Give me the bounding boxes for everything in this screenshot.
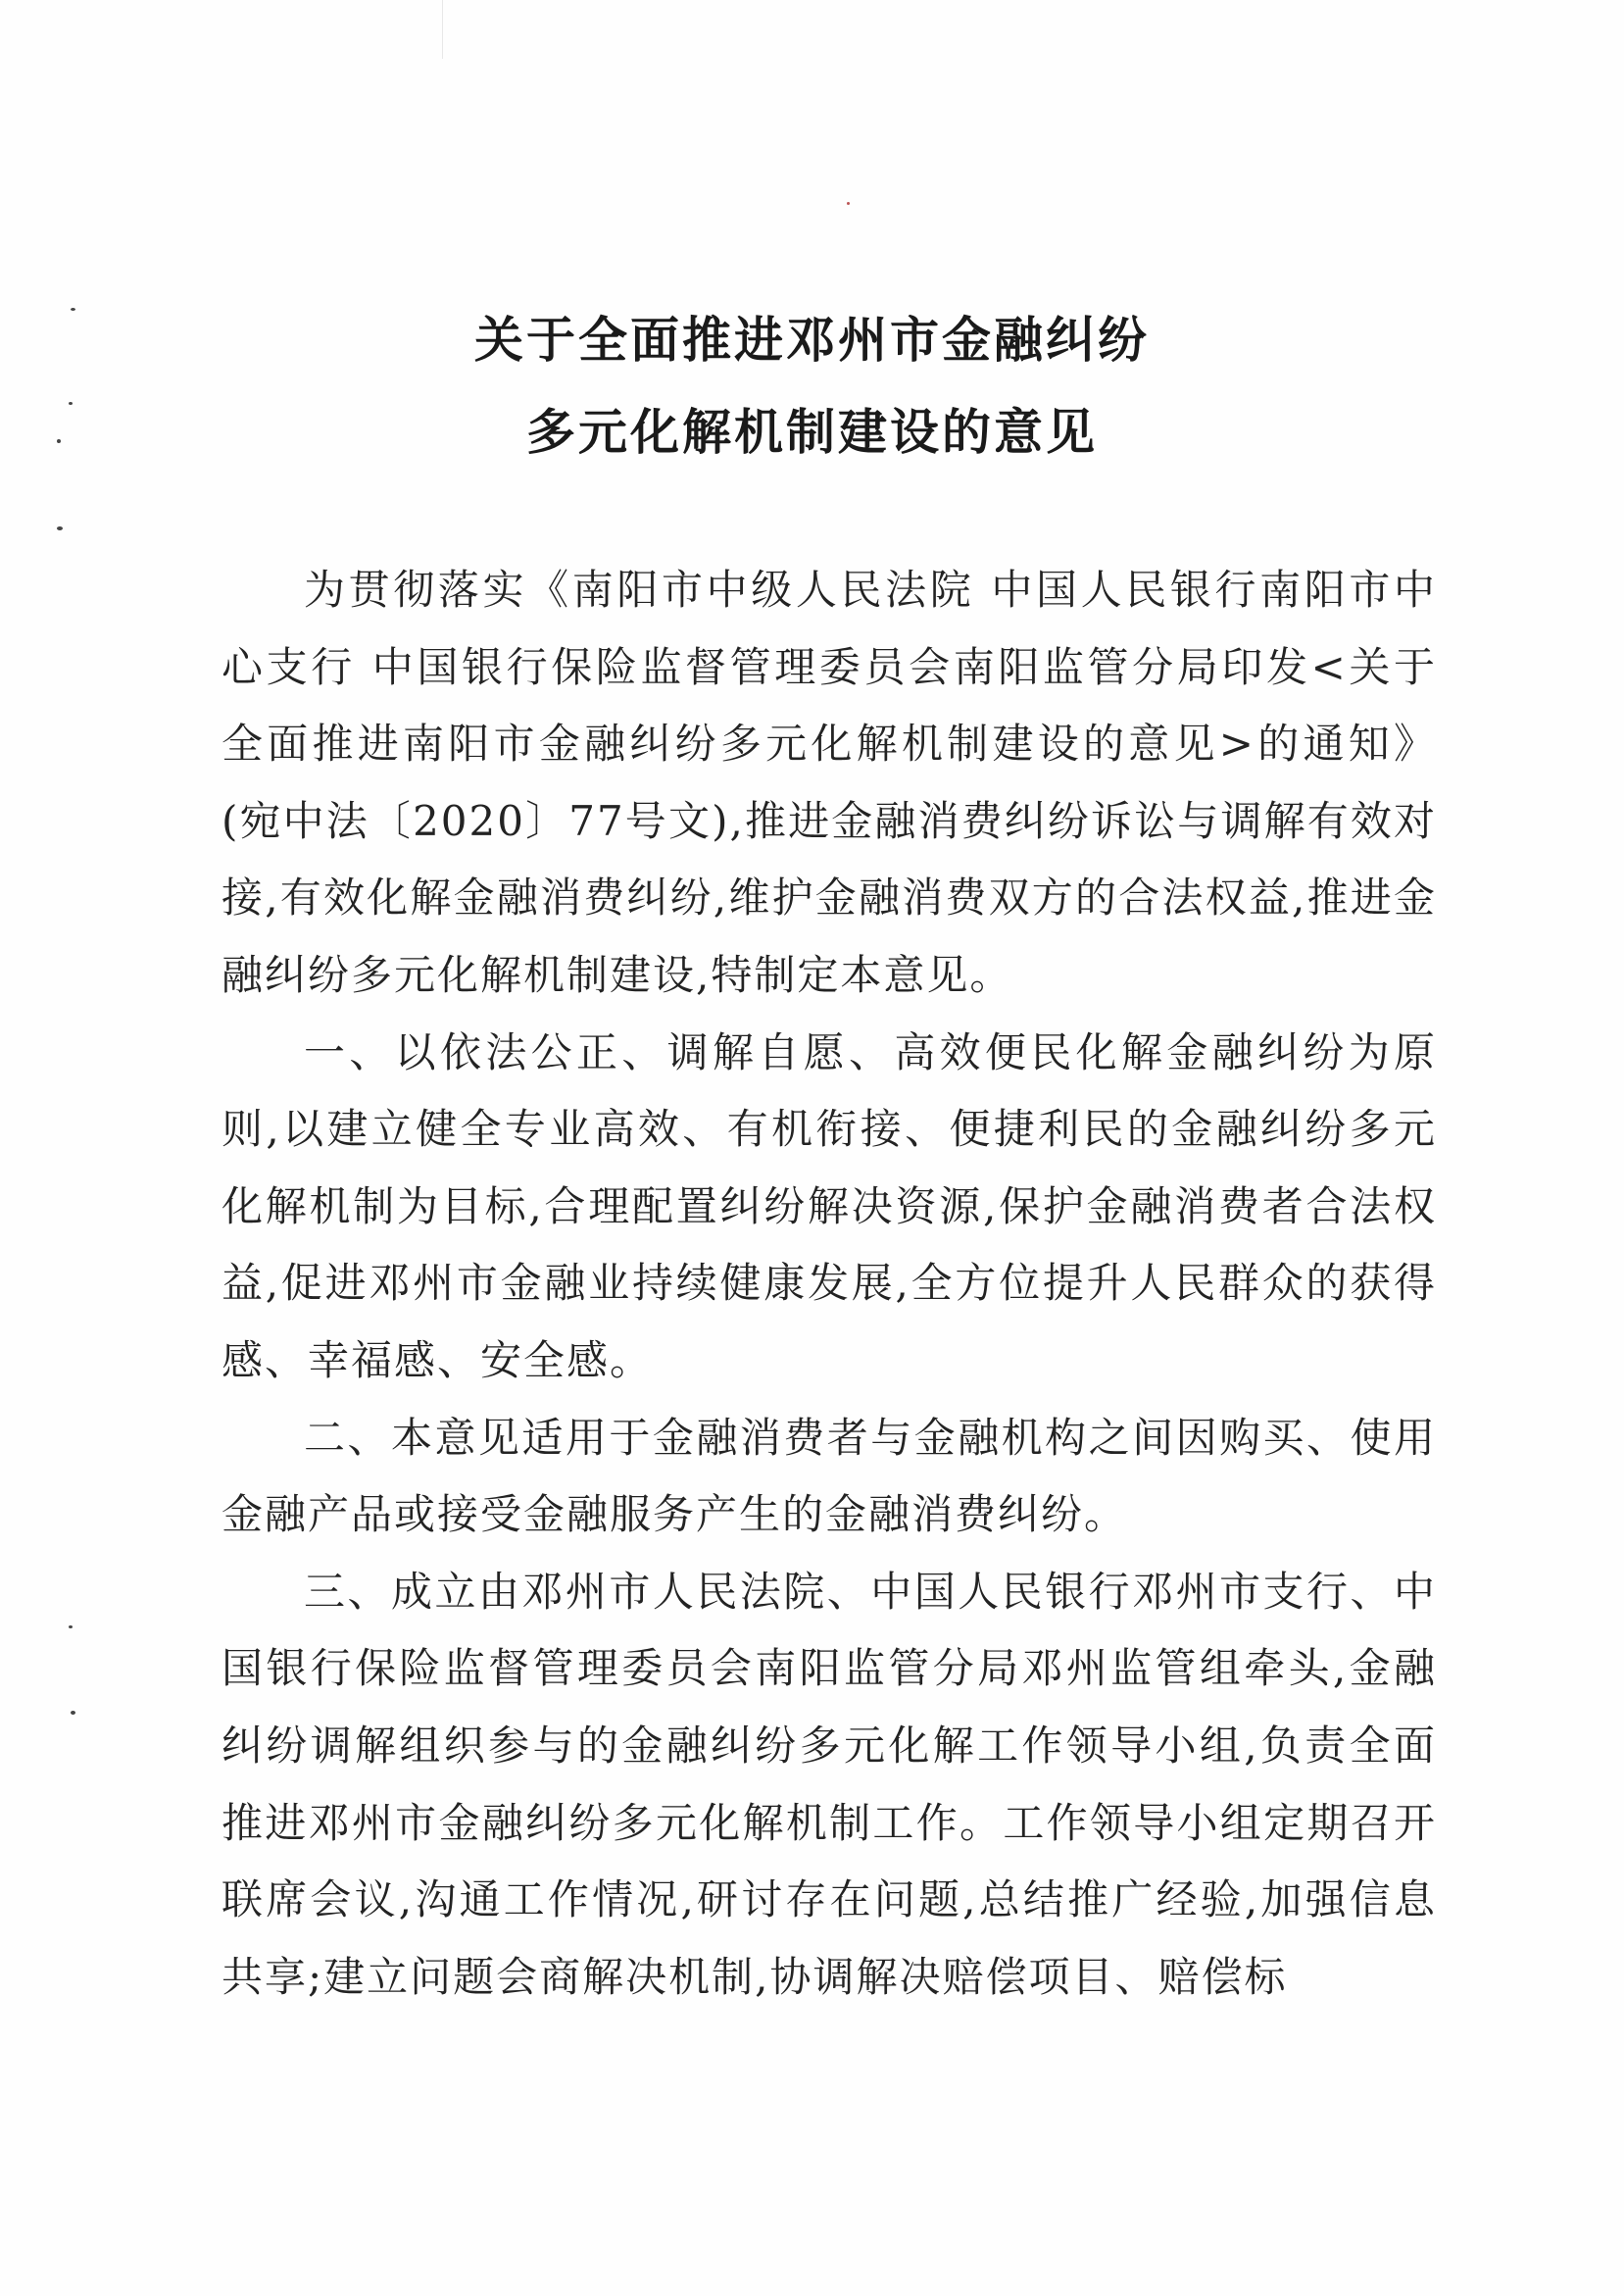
paragraph-preamble: 为贯彻落实《南阳市中级人民法院 中国人民银行南阳市中心支行 中国银行保险监督管理委员会南阳监管分局印发<关于全面推进南阳市金融纠纷多元化解机制建设的意见>的通知》(宛中法〔2020〕77号文),推进金融消费纠纷诉讼与调解有效对接,有效化解金融消费纠纷,维护金融消费双方的合法权益,推进金融纠纷多元化解机制建设,特制定本意见。 [221,566,1437,999]
title-line-1: 关于全面推进邓州市金融纠纷 [474,312,1150,369]
scan-edge-mark [442,0,443,59]
title-line-2: 多元化解机制建设的意见 [526,404,1098,461]
paragraph-article-2: 二、本意见适用于金融消费者与金融机构之间因购买、使用金融产品或接受金融服务产生的金融消费纠纷。 [221,1413,1437,1539]
scan-speck [71,1711,75,1715]
scan-speck [57,526,63,530]
document-title [0,294,1624,478]
scan-speck [847,202,850,205]
paragraph-article-1: 一、以依法公正、调解自愿、高效便民化解金融纠纷为原则,以建立健全专业高效、有机衔接、便捷利民的金融纠纷多元化解机制为目标,合理配置纠纷解决资源,保护金融消费者合法权益,促进邓州市金融业持续健康发展,全方位提升人民群众的获得感、幸福感、安全感。 [221,1027,1437,1384]
paragraph-article-3: 三、成立由邓州市人民法院、中国人民银行邓州市支行、中国银行保险监督管理委员会南阳监管分局邓州监管组牵头,金融纠纷调解组织参与的金融纠纷多元化解工作领导小组,负责全面推进邓州市金融纠纷多元化解机制工作。工作领导小组定期召开联席会议,沟通工作情况,研讨存在问题,总结推广经验,加强信息共享;建立问题会商解决机制,协调解决赔偿项目、赔偿标 [221,1567,1437,2001]
scan-speck [69,1625,73,1628]
document-body [221,552,1437,2016]
